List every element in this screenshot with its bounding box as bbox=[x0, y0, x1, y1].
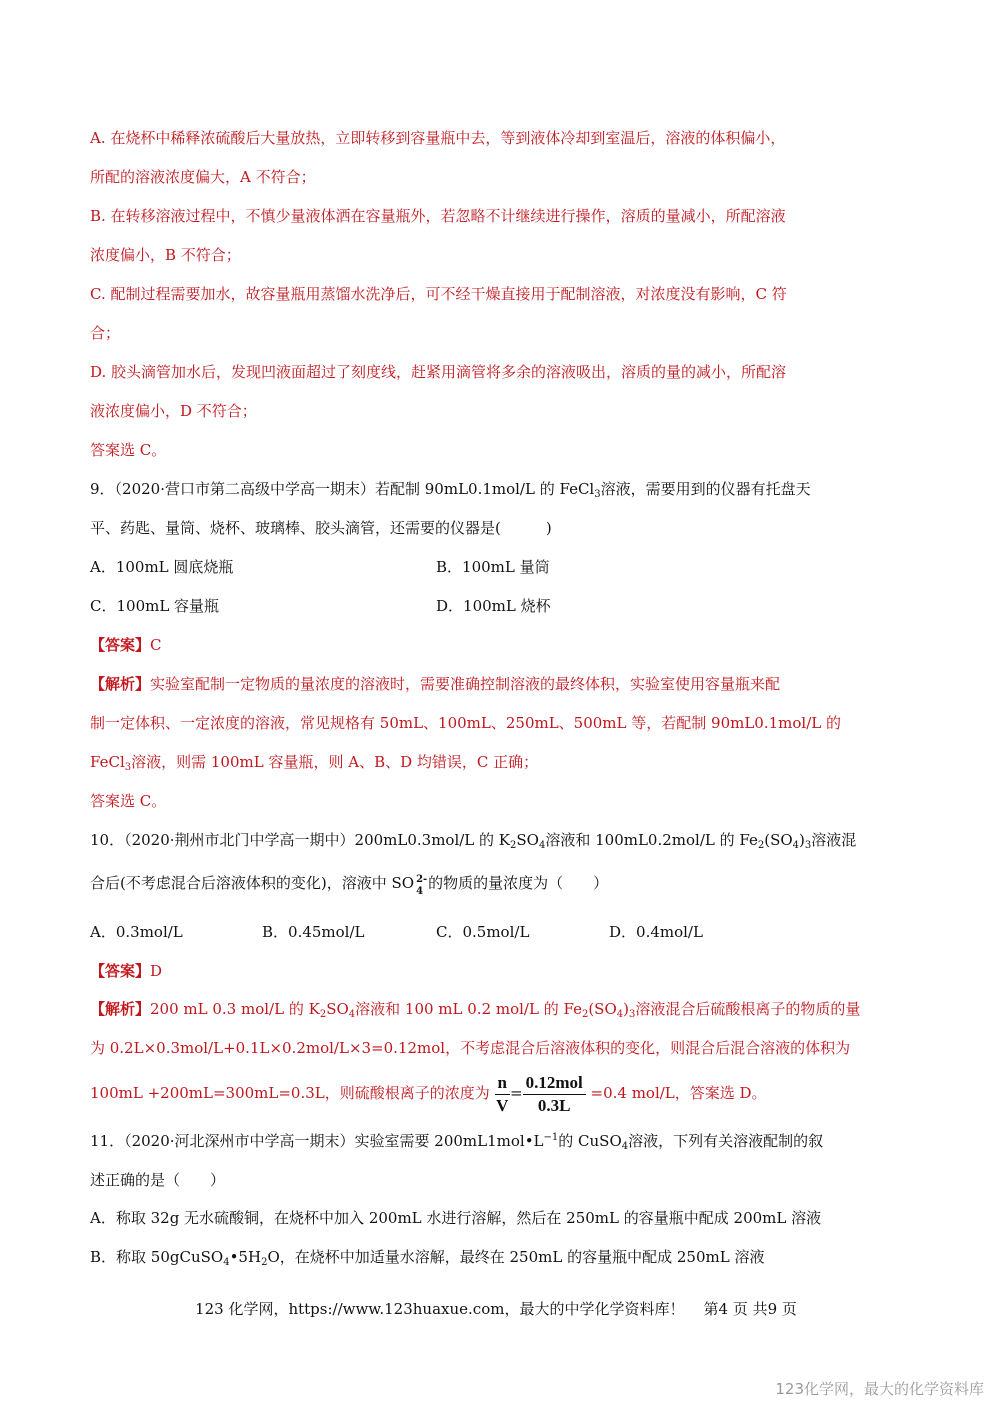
answer-label: 【答案】 bbox=[90, 636, 151, 654]
analysis-text: =0.4 mol/L，答案选 D。 bbox=[590, 1084, 767, 1102]
denominator: 0.3L bbox=[537, 1095, 571, 1115]
answer-value: D bbox=[150, 962, 163, 980]
subscript: 2 bbox=[581, 1009, 589, 1020]
numerator: 0.12mol bbox=[523, 1072, 586, 1095]
q9-options-row1 bbox=[90, 557, 920, 577]
option-text: O，在烧杯中加适量水溶解，最终在 250mL 的容量瓶中配成 250mL 溶液 bbox=[267, 1248, 765, 1266]
analysis-text: 200 mL 0.3 mol/L 的 K bbox=[150, 1000, 320, 1018]
subscript: 4 bbox=[616, 1009, 624, 1020]
analysis-text: FeCl bbox=[90, 753, 125, 771]
q10-stem-text: 10．（2020·荆州市北门中学高一期中）200mL0.3mol/L 的 K bbox=[90, 831, 511, 849]
subscript: 2 bbox=[510, 840, 517, 851]
q10-stem-text: 的物质的量浓度为（ ） bbox=[428, 874, 609, 892]
q10-stem-text: 溶液混 bbox=[811, 831, 857, 849]
sulfate-ion-notation bbox=[414, 874, 428, 897]
superscript: −1 bbox=[543, 1132, 559, 1143]
analysis-option-c-line1: C. 配制过程需要加水，故容量瓶用蒸馏水洗净后，可不经干燥直接用于配制溶液，对浓度没有影响，C 符 bbox=[90, 285, 787, 303]
watermark: 123化学网，最大的化学资料库 bbox=[775, 1380, 984, 1398]
q10-analysis-line1 bbox=[90, 999, 860, 1019]
q10-analysis-line2: 为 0.2L×0.3mol/L+0.1L×0.2mol/L×3=0.12mol，不考虑混合后溶液体积的变化，则混合后混合溶液的体积为 bbox=[90, 1039, 851, 1057]
page-number: 第4 页 共9 页 bbox=[703, 1300, 797, 1318]
analysis-conclusion: 答案选 C。 bbox=[90, 441, 167, 459]
q9-analysis-line3 bbox=[90, 752, 538, 772]
analysis-option-b-line1: B. 在转移溶液过程中，不慎少量液体洒在容量瓶外，若忽略不计继续进行操作，溶质的量减小，所配溶液 bbox=[90, 207, 786, 225]
fraction-n-over-v bbox=[495, 1072, 510, 1117]
q11-option-a: A．称取 32g 无水硫酸铜，在烧杯中加入 200mL 水进行溶解，然后在 250mL 的容量瓶中配成 200mL 溶液 bbox=[90, 1209, 822, 1227]
footer-site-text: 123 化学网，https://www.123huaxue.com，最大的中学化学资料库！ bbox=[195, 1300, 685, 1318]
q10-analysis-line3 bbox=[90, 1070, 767, 1116]
analysis-text: (SO bbox=[588, 1000, 617, 1018]
q9-stem-line1 bbox=[90, 479, 811, 499]
q10-option-d: D．0.4mol/L bbox=[609, 923, 703, 941]
q11-option-b bbox=[90, 1247, 764, 1267]
q9-option-c: C．100mL 容量瓶 bbox=[90, 597, 220, 615]
analysis-label: 【解析】 bbox=[90, 1000, 151, 1018]
analysis-text: 溶液，则需 100mL 容量瓶，则 A、B、D 均错误，C 正确； bbox=[131, 753, 539, 771]
q11-stem-text: 11．（2020·河北深州市中学高一期末）实验室需要 200mL1mol•L bbox=[90, 1132, 544, 1150]
subscript: 4 bbox=[223, 1257, 230, 1268]
q10-stem-text: 合后(不考虑混合后溶液体积的变化)，溶液中 SO bbox=[90, 874, 415, 892]
analysis-text: 溶液混合后硫酸根离子的物质的量 bbox=[635, 1000, 861, 1018]
analysis-option-c-line2: 合； bbox=[90, 324, 121, 342]
ion-subscript: 4 bbox=[416, 886, 424, 897]
analysis-text: 实验室配制一定物质的量浓度的溶液时，需要准确控制溶液的最终体积，实验室使用容量瓶来配 bbox=[150, 675, 781, 693]
page-footer bbox=[0, 1298, 992, 1319]
analysis-option-a-line1: A. 在烧杯中稀释浓硫酸后大量放热，立即转移到容量瓶中去，等到液体冷却到室温后，溶液的体积偏小， bbox=[90, 129, 786, 147]
analysis-text: 溶液和 100 mL 0.2 mol/L 的 Fe bbox=[355, 1000, 582, 1018]
q10-stem-text: 溶液和 100mL0.2mol/L 的 Fe bbox=[545, 831, 758, 849]
q10-stem-text: (SO bbox=[764, 831, 793, 849]
analysis-option-b-line2: 浓度偏小，B 不符合； bbox=[90, 246, 241, 264]
q10-stem-text: SO bbox=[516, 831, 539, 849]
analysis-text: SO bbox=[326, 1000, 349, 1018]
numerator: n bbox=[495, 1072, 510, 1095]
q11-stem-text: 的 CuSO bbox=[558, 1132, 622, 1150]
analysis-text: ) bbox=[623, 1000, 629, 1018]
q10-stem-line2 bbox=[90, 873, 609, 897]
option-text: •5H bbox=[229, 1248, 262, 1266]
analysis-option-d-line2: 液浓度偏小，D 不符合； bbox=[90, 402, 257, 420]
subscript: 2 bbox=[757, 840, 765, 851]
subscript: 2 bbox=[319, 1009, 327, 1020]
q9-stem-line2: 平、药匙、量筒、烧杯、玻璃棒、胶头滴管，还需要的仪器是( ) bbox=[90, 519, 552, 537]
analysis-text: 100mL +200mL=300mL=0.3L，则硫酸根离子的浓度为 bbox=[90, 1084, 490, 1102]
analysis-option-d-line1: D. 胶头滴管加水后，发现凹液面超过了刻度线，赶紧用滴管将多余的溶液吸出，溶质的量的减小，所配溶 bbox=[90, 363, 787, 381]
q10-stem-text: ) bbox=[799, 831, 805, 849]
subscript: 3 bbox=[629, 1009, 636, 1020]
denominator: V bbox=[496, 1095, 509, 1115]
q9-stem-text: 9．（2020·营口市第二高级中学高一期末）若配制 90mL0.1mol/L 的 FeCl bbox=[90, 480, 595, 498]
q11-stem-text: 溶液，下列有关溶液配制的叙 bbox=[628, 1132, 824, 1150]
q9-options-row2 bbox=[90, 596, 920, 616]
q11-stem-line2: 述正确的是（ ） bbox=[90, 1171, 226, 1189]
subscript: 2 bbox=[261, 1257, 268, 1268]
q10-option-a: A．0.3mol/L bbox=[90, 923, 183, 941]
q10-stem-line1 bbox=[90, 830, 856, 850]
q9-analysis-line2: 制一定体积、一定浓度的溶液，常见规格有 50mL、100mL、250mL、500mL 等，若配制 90mL0.1mol/L 的 bbox=[90, 714, 841, 732]
subscript: 4 bbox=[792, 840, 800, 851]
q10-options bbox=[90, 922, 920, 942]
q9-option-b: B．100mL 量筒 bbox=[436, 558, 550, 576]
subscript: 3 bbox=[124, 762, 132, 773]
q10-answer bbox=[90, 961, 162, 981]
analysis-label: 【解析】 bbox=[90, 675, 151, 693]
q9-answer bbox=[90, 635, 162, 655]
q9-conclusion: 答案选 C。 bbox=[90, 792, 167, 810]
q9-analysis-line1 bbox=[90, 674, 780, 694]
subscript: 4 bbox=[538, 840, 546, 851]
q9-option-a: A．100mL 圆底烧瓶 bbox=[90, 558, 234, 576]
q11-stem-line1 bbox=[90, 1131, 823, 1151]
equals-sign: = bbox=[510, 1084, 523, 1102]
ion-charge: 2- bbox=[416, 874, 428, 885]
q10-option-c: C．0.5mol/L bbox=[436, 923, 530, 941]
answer-label: 【答案】 bbox=[90, 962, 151, 980]
analysis-option-a-line2: 所配的溶液浓度偏大，A 不符合； bbox=[90, 168, 316, 186]
fraction-mol-over-volume bbox=[523, 1072, 586, 1117]
subscript: 4 bbox=[621, 1141, 629, 1152]
q9-stem-text: 溶液，需要用到的仪器有托盘天 bbox=[600, 480, 811, 498]
subscript: 4 bbox=[348, 1009, 356, 1020]
subscript: 3 bbox=[804, 840, 812, 851]
q10-option-b: B．0.45mol/L bbox=[262, 923, 365, 941]
subscript: 3 bbox=[594, 489, 601, 500]
q9-option-d: D．100mL 烧杯 bbox=[436, 597, 551, 615]
option-text: B．称取 50gCuSO bbox=[90, 1248, 224, 1266]
answer-value: C bbox=[150, 636, 162, 654]
